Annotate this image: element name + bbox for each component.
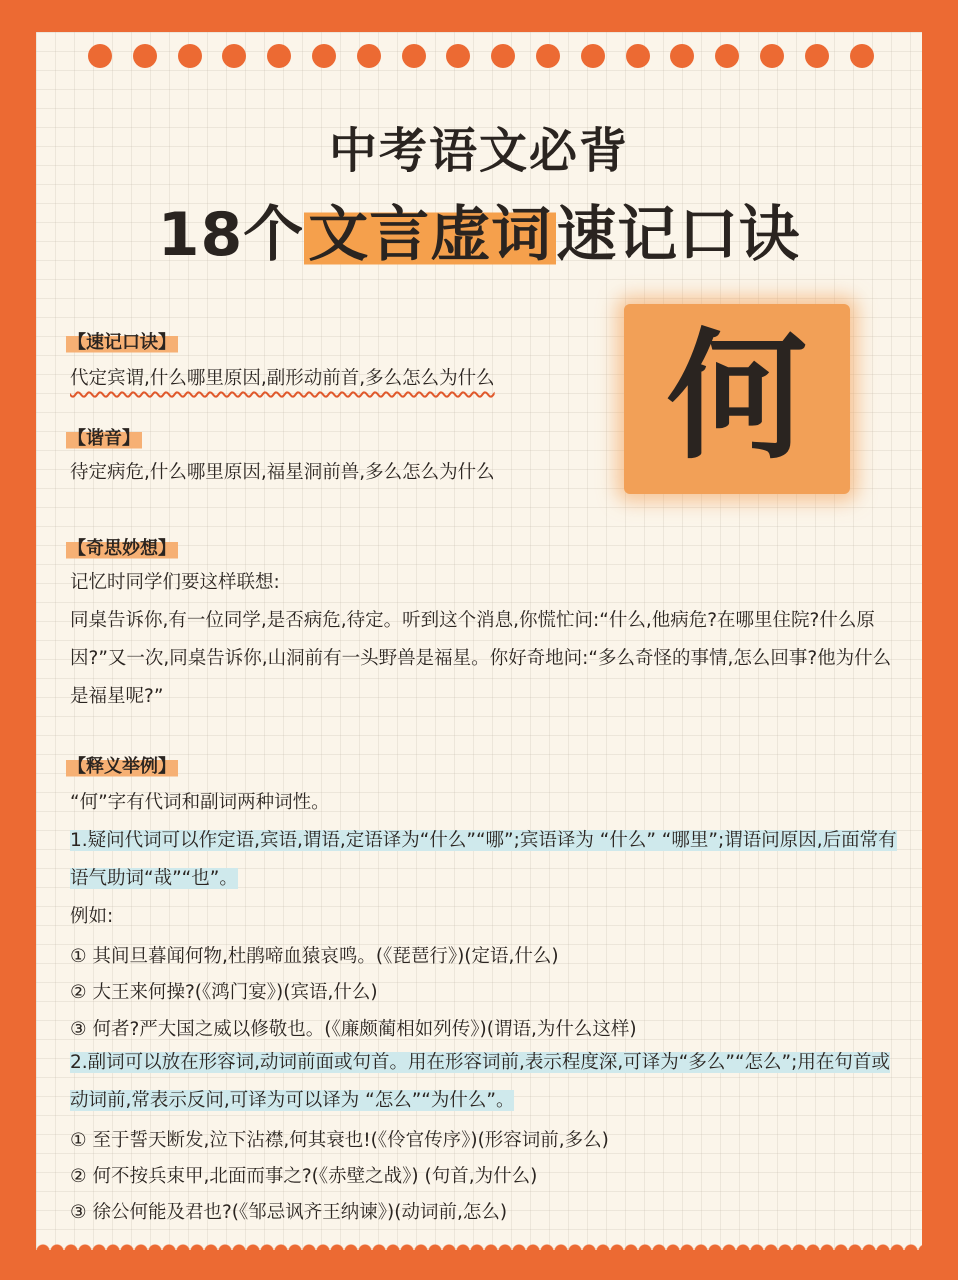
binder-hole [805,44,829,68]
example-label: 例如: [70,906,114,927]
imagination-intro: 记忆时同学们要这样联想: [70,572,280,593]
homophone-tag: 【谐音】 [66,424,142,450]
torn-edge [36,1237,922,1250]
binder-hole [402,44,426,68]
binder-hole [178,44,202,68]
binder-hole [357,44,381,68]
point-2-text: 2.副词可以放在形容词,动词前面或句首。用在形容词前,表示程度深,可译为“多么”“怎么”;用在句首或动词前,常表示反问,可译为可以译为 “怎么”“为什么”。 [70,1052,890,1111]
featured-character: 何 [666,315,807,479]
binder-hole [267,44,291,68]
title-suffix: 速记口诀 [556,200,801,270]
title-highlight: 文言虚词 [304,200,556,270]
meaning-point-1 [70,822,900,898]
binder-hole [581,44,605,68]
example-1-3: ③ 何者?严大国之威以修敬也。(《廉颇蔺相如列传》)(谓语,为什么这样) [70,1019,637,1040]
binder-hole [760,44,784,68]
binder-hole [491,44,515,68]
binder-hole [133,44,157,68]
point-1-text: 1.疑问代词可以作定语,宾语,谓语,定语译为“什么”“哪”;宾语译为 “什么” “哪里”;谓语问原因,后面常有语气助词“哉”“也”。 [70,830,897,889]
title-line-1: 中考语文必背 [328,123,629,179]
meaning-tag: 【释义举例】 [66,752,178,778]
imagination-story: 同桌告诉你,有一位同学,是否病危,待定。听到这个消息,你慌忙问:“什么,他病危?在哪里住院?什么原因?”又一次,同桌告诉你,山洞前有一头野兽是福星。你好奇地问:“多么奇怪的事情,怎么回事?他为什么是福星呢?” [70,610,892,707]
binder-hole [626,44,650,68]
binder-hole [312,44,336,68]
binder-hole [222,44,246,68]
featured-character-box [624,304,850,494]
example-1-1: ① 其间旦暮闻何物,杜鹃啼血猿哀鸣。(《琵琶行》)(定语,什么) [70,946,559,967]
binder-hole [536,44,560,68]
title-line-2 [36,187,922,273]
notebook-page [36,32,922,1250]
binder-hole [88,44,112,68]
binder-holes [88,44,888,70]
imagination-tag: 【奇思妙想】 [66,534,178,560]
meaning-intro: “何”字有代词和副词两种词性。 [70,792,330,813]
title-prefix: 18个 [157,200,305,270]
binder-hole [446,44,470,68]
meaning-point-2 [70,1044,900,1120]
mnemonic-tag: 【速记口诀】 [66,328,178,354]
mnemonic-text: 代定宾谓,什么哪里原因,副形动前首,多么怎么为什么 [70,368,495,389]
homophone-text: 待定病危,什么哪里原因,福星洞前兽,多么怎么为什么 [70,462,495,483]
binder-hole [670,44,694,68]
example-1-2: ② 大王来何操?(《鸿门宴》)(宾语,什么) [70,982,378,1003]
binder-hole [715,44,739,68]
example-2-3: ③ 徐公何能及君也?(《邹忌讽齐王纳谏》)(动词前,怎么) [70,1202,508,1223]
binder-hole [850,44,874,68]
example-2-1: ① 至于誓天断发,泣下沾襟,何其衰也!(《伶官传序》)(形容词前,多么) [70,1130,609,1151]
example-2-2: ② 何不按兵束甲,北面而事之?(《赤壁之战》) (句首,为什么) [70,1166,538,1187]
